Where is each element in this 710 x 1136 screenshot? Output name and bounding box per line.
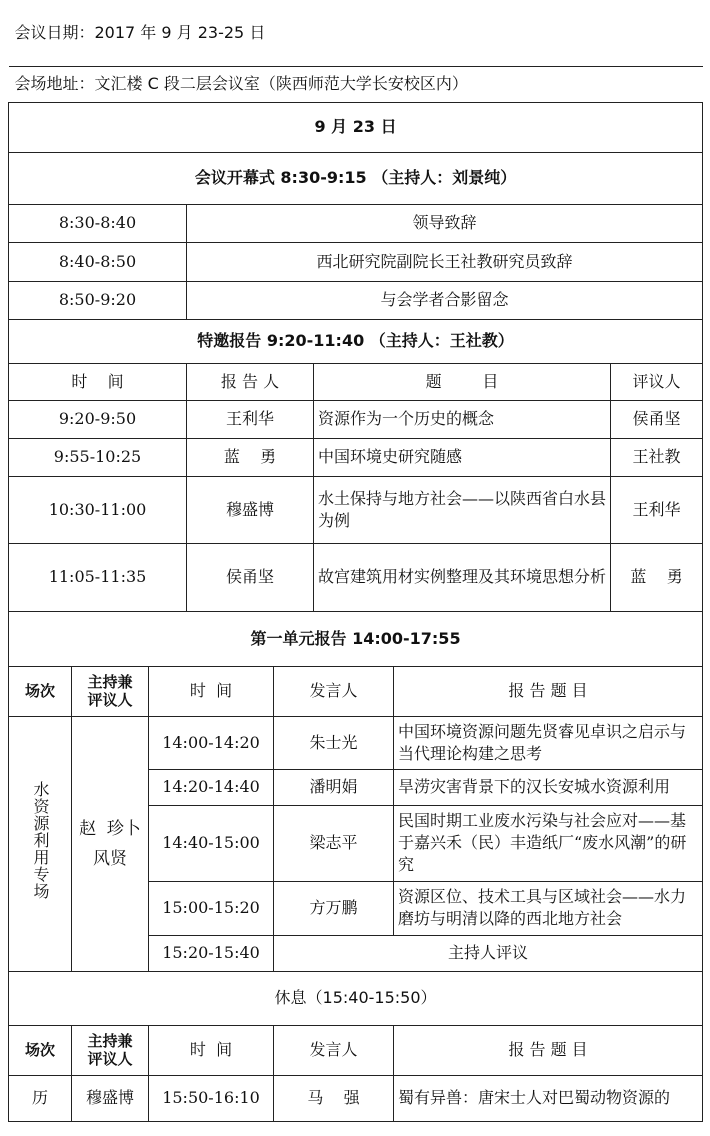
invited-row [9, 543, 703, 611]
talk-speaker: 朱士光 [274, 716, 394, 769]
opening-item: 西北研究院副院长王社教研究员致辞 [187, 242, 703, 281]
report-reviewer: 王社教 [611, 438, 703, 476]
talk-topic: 旱涝灾害背景下的汉长安城水资源利用 [394, 769, 703, 805]
meeting-date-row [9, 0, 703, 66]
session-name-partial: 历 [9, 1075, 72, 1121]
unit1-row [9, 716, 703, 769]
header-speaker: 报 告 人 [187, 363, 314, 400]
report-speaker: 王利华 [187, 400, 314, 438]
header-time: 时 间 [149, 1025, 274, 1075]
talk-time: 14:40-15:00 [149, 805, 274, 881]
meeting-venue-row [9, 66, 703, 102]
session-hosts-cell [72, 716, 149, 971]
report-reviewer: 王利华 [611, 476, 703, 543]
session-hosts: 赵 珍卜风贤 [79, 818, 141, 869]
invited-row [9, 476, 703, 543]
report-time: 10:30-11:00 [9, 476, 187, 543]
header-topic: 报 告 题 目 [394, 1025, 703, 1075]
report-reviewer: 蓝 勇 [611, 543, 703, 611]
opening-title: 会议开幕式 8:30-9:15 （主持人：刘景纯） [9, 152, 703, 204]
talk-time: 15:00-15:20 [149, 881, 274, 935]
opening-item: 与会学者合影留念 [187, 281, 703, 319]
talk-speaker: 马 强 [274, 1075, 394, 1121]
unit2-header-row [9, 1025, 703, 1075]
invited-title: 特邀报告 9:20-11:40 （主持人：王社教） [9, 319, 703, 363]
report-speaker: 蓝 勇 [187, 438, 314, 476]
unit1-title-row [9, 611, 703, 666]
unit1-title: 第一单元报告 14:00-17:55 [9, 611, 703, 666]
header-time: 时 间 [9, 363, 187, 400]
header-host: 主持兼评议人 [72, 666, 149, 716]
break-row [9, 971, 703, 1025]
header-session: 场次 [9, 1025, 72, 1075]
report-topic: 中国环境史研究随感 [314, 438, 611, 476]
opening-row [9, 204, 703, 242]
session-name-cell [9, 716, 72, 971]
unit1-header-row [9, 666, 703, 716]
talk-topic: 民国时期工业废水污染与社会应对——基于嘉兴禾（民）丰造纸厂“废水风潮”的研究 [394, 805, 703, 881]
talk-time: 14:00-14:20 [149, 716, 274, 769]
host-comment: 主持人评议 [274, 935, 703, 971]
session-host: 穆盛博 [72, 1075, 149, 1121]
opening-time: 8:50-9:20 [9, 281, 187, 319]
opening-time: 8:40-8:50 [9, 242, 187, 281]
talk-time: 15:50-16:10 [149, 1075, 274, 1121]
header-speaker: 发言人 [274, 1025, 394, 1075]
talk-speaker: 梁志平 [274, 805, 394, 881]
opening-item: 领导致辞 [187, 204, 703, 242]
opening-title-row [9, 152, 703, 204]
header-host: 主持兼评议人 [72, 1025, 149, 1075]
break-title: 休息（15:40-15:50） [9, 971, 703, 1025]
talk-time: 15:20-15:40 [149, 935, 274, 971]
report-time: 11:05-11:35 [9, 543, 187, 611]
invited-header-row [9, 363, 703, 400]
schedule-table [8, 0, 703, 1122]
invited-row [9, 400, 703, 438]
day-title: 9 月 23 日 [9, 102, 703, 152]
day-title-row [9, 102, 703, 152]
talk-speaker: 潘明娟 [274, 769, 394, 805]
report-topic: 资源作为一个历史的概念 [314, 400, 611, 438]
talk-speaker: 方万鹏 [274, 881, 394, 935]
report-time: 9:55-10:25 [9, 438, 187, 476]
talk-topic: 蜀有异兽：唐宋士人对巴蜀动物资源的 [394, 1075, 703, 1121]
header-speaker: 发言人 [274, 666, 394, 716]
report-speaker: 侯甬坚 [187, 543, 314, 611]
report-reviewer: 侯甬坚 [611, 400, 703, 438]
invited-title-row [9, 319, 703, 363]
header-topic: 题 目 [314, 363, 611, 400]
meeting-venue: 会场地址：文汇楼 C 段二层会议室（陕西师范大学长安校区内） [14, 74, 468, 93]
invited-row [9, 438, 703, 476]
header-time: 时 间 [149, 666, 274, 716]
report-speaker: 穆盛博 [187, 476, 314, 543]
opening-row [9, 242, 703, 281]
talk-topic: 资源区位、技术工具与区域社会——水力磨坊与明清以降的西北地方社会 [394, 881, 703, 935]
opening-row [9, 281, 703, 319]
report-time: 9:20-9:50 [9, 400, 187, 438]
unit2-row [9, 1075, 703, 1121]
talk-time: 14:20-14:40 [149, 769, 274, 805]
header-session: 场次 [9, 666, 72, 716]
opening-time: 8:30-8:40 [9, 204, 187, 242]
report-topic: 故宫建筑用材实例整理及其环境思想分析 [314, 543, 611, 611]
header-topic: 报 告 题 目 [394, 666, 703, 716]
talk-topic: 中国环境资源问题先贤睿见卓识之启示与当代理论构建之思考 [394, 716, 703, 769]
report-topic: 水土保持与地方社会——以陕西省白水县为例 [314, 476, 611, 543]
session-name: 水资源利用专场 [31, 781, 50, 900]
header-reviewer: 评议人 [611, 363, 703, 400]
meeting-date: 会议日期：2017 年 9 月 23-25 日 [14, 22, 266, 42]
